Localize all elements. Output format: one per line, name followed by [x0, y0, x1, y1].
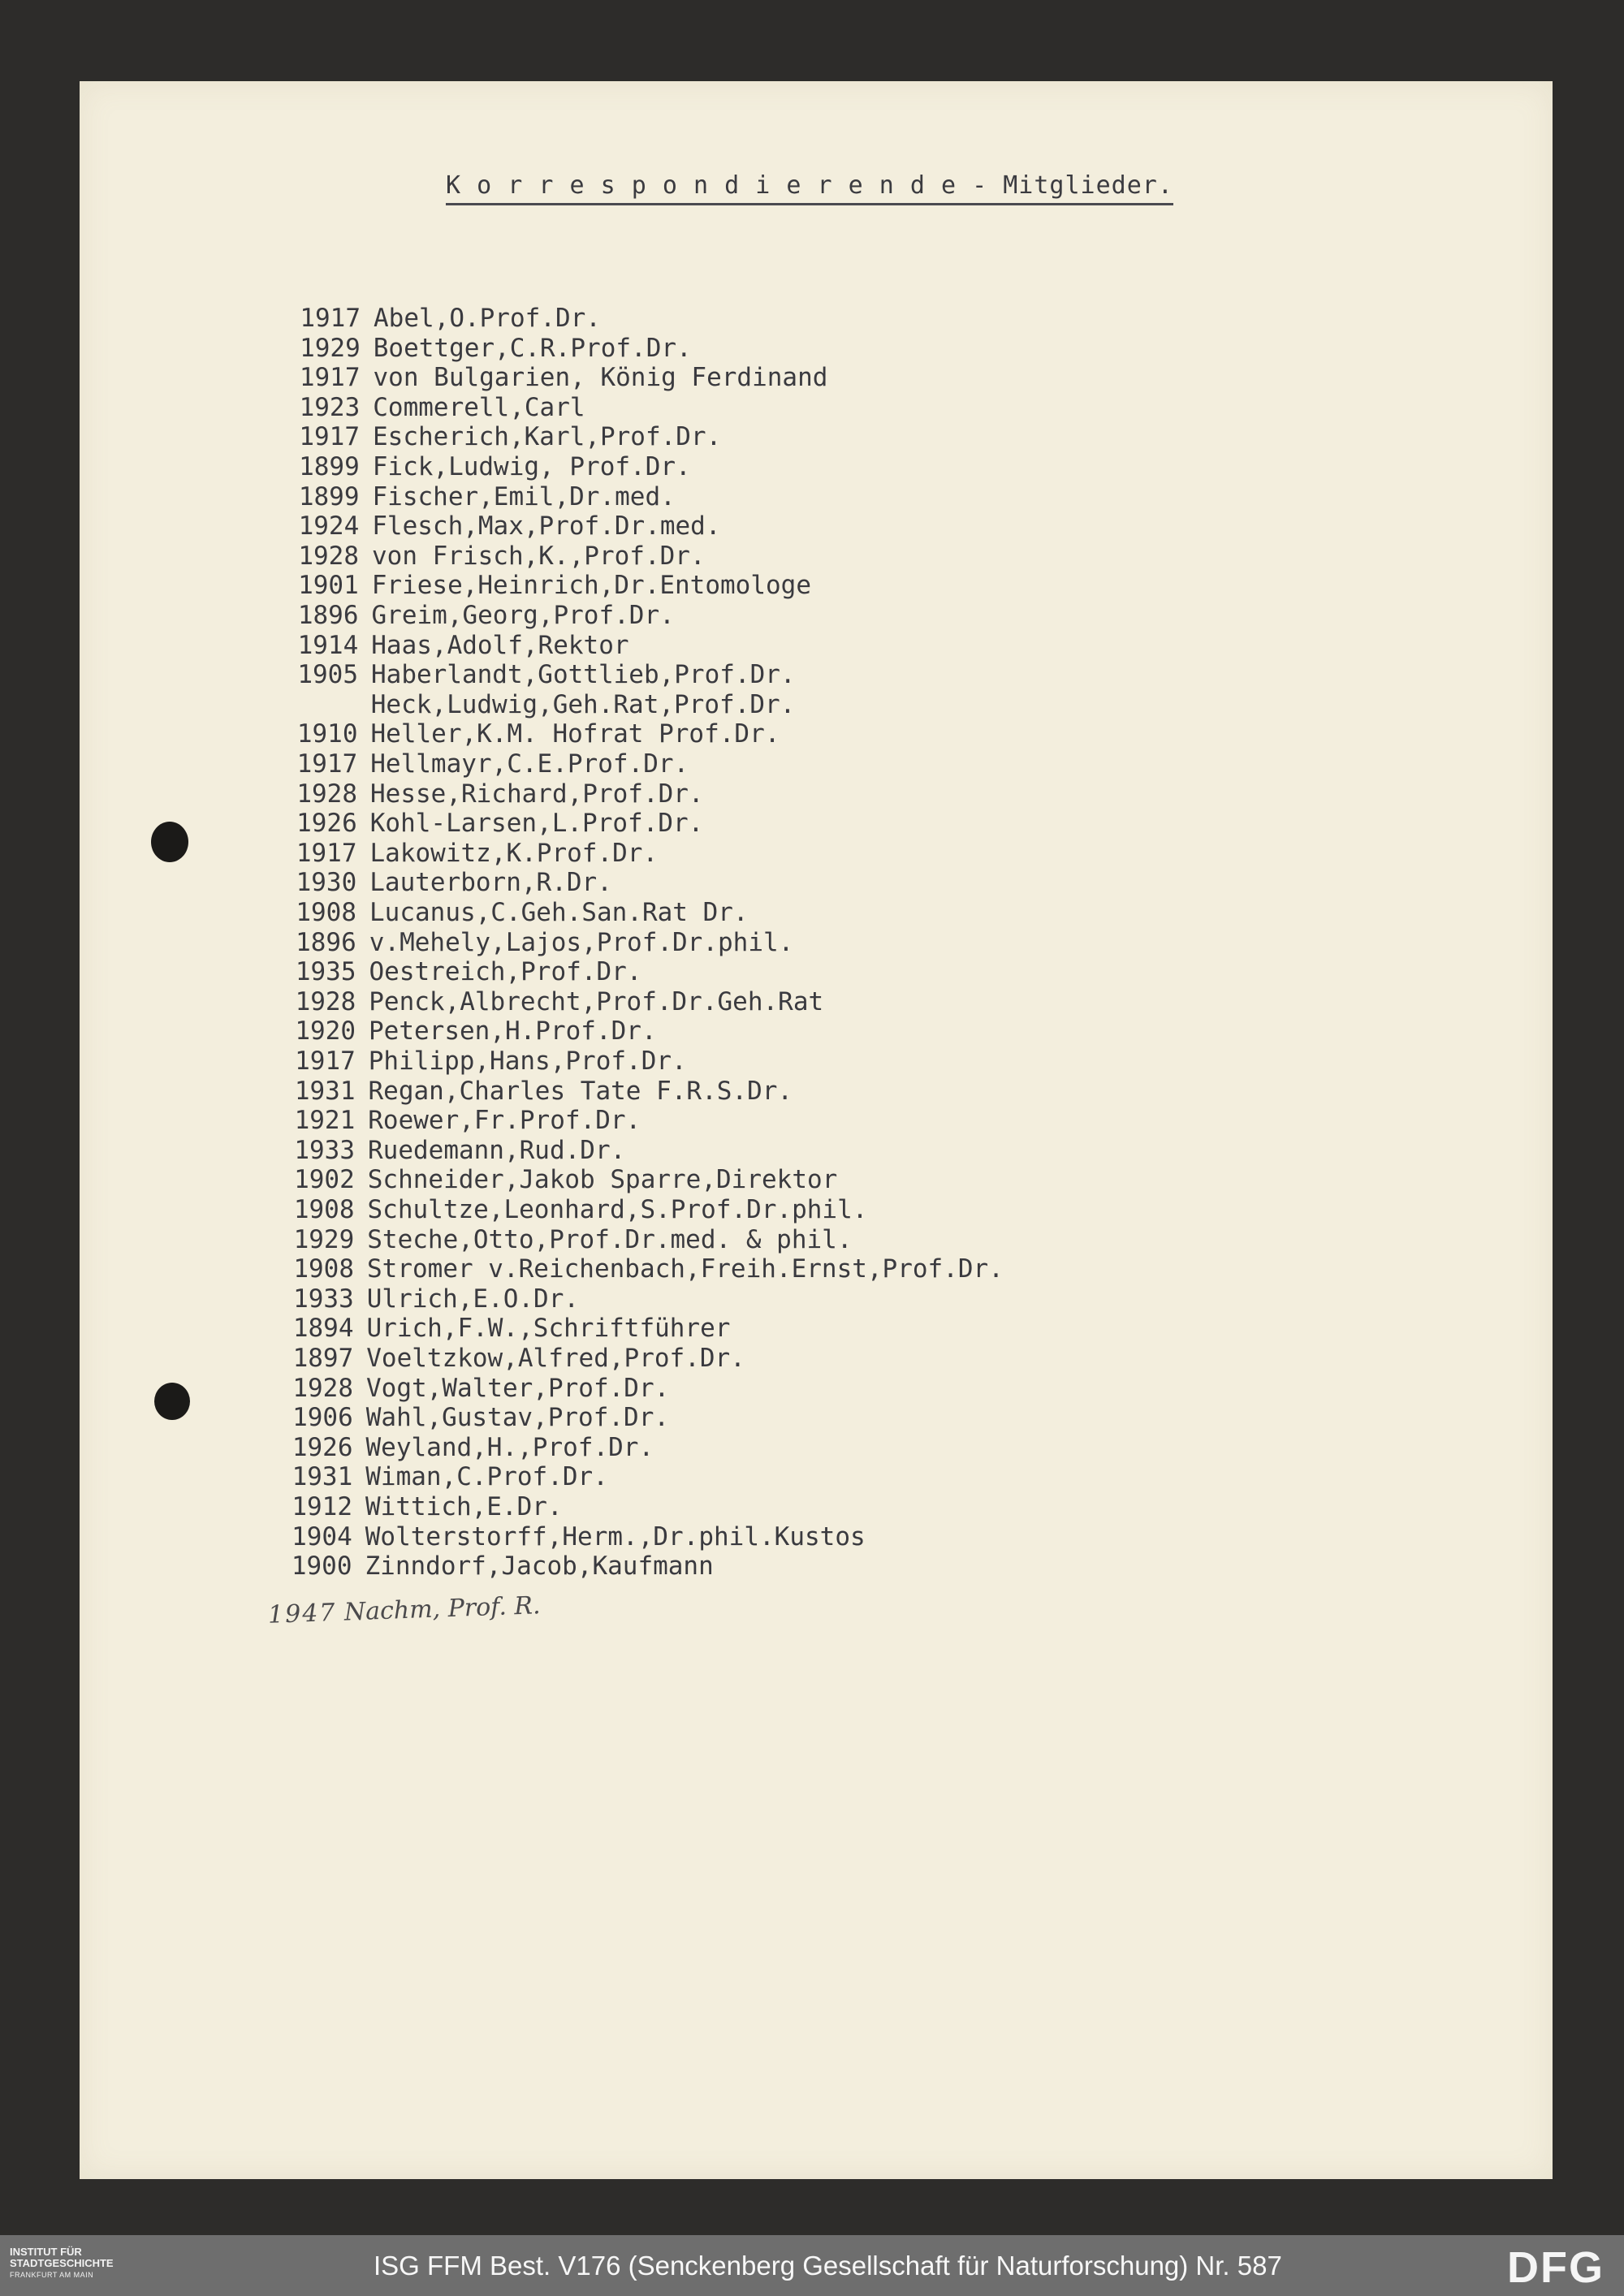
member-year: 1929	[300, 333, 361, 363]
member-name: Flesch,Max,Prof.Dr.med.	[372, 511, 721, 542]
member-year: 1920	[295, 1016, 356, 1047]
member-name: Hesse,Richard,Prof.Dr.	[370, 779, 704, 809]
archive-caption: ISG FFM Best. V176 (Senckenberg Gesellschaft für Naturforschung) Nr. 587	[374, 2251, 1282, 2281]
member-name: Greim,Georg,Prof.Dr.	[371, 601, 675, 630]
member-name: Abel,O.Prof.Dr.	[374, 304, 601, 333]
member-year: 1933	[294, 1135, 355, 1165]
member-name: Hellmayr,C.E.Prof.Dr.	[370, 749, 689, 779]
member-year: 1917	[299, 363, 361, 393]
member-name: von Frisch,K.,Prof.Dr.	[372, 541, 706, 571]
member-name: Heck,Ludwig,Geh.Rat,Prof.Dr.	[370, 689, 796, 719]
member-year: 1908	[296, 898, 356, 927]
member-name: Wolterstorff,Herm.,Dr.phil.Kustos	[365, 1521, 866, 1552]
member-year: 1914	[297, 630, 359, 660]
member-name: Lakowitz,K.Prof.Dr.	[369, 838, 659, 868]
member-year: 1904	[292, 1521, 352, 1552]
member-year: 1908	[293, 1254, 354, 1284]
member-name: Fischer,Emil,Dr.med.	[372, 481, 676, 511]
member-year: 1928	[292, 1373, 353, 1403]
member-name: von Bulgarien, König Ferdinand	[373, 363, 828, 393]
member-name: Wahl,Gustav,Prof.Dr.	[365, 1403, 670, 1433]
member-name: Boettger,C.R.Prof.Dr.	[373, 333, 692, 363]
member-year: 1905	[297, 660, 358, 690]
institute-name-line3: FRANKFURT AM MAIN	[10, 2271, 94, 2279]
member-name: Ruedemann,Rud.Dr.	[368, 1135, 626, 1165]
member-year: 1926	[296, 809, 357, 839]
punch-hole-bottom	[154, 1383, 190, 1420]
member-year: 1902	[294, 1165, 355, 1195]
member-name: Lucanus,C.Geh.San.Rat Dr.	[369, 898, 749, 927]
member-year: 1928	[295, 986, 356, 1016]
member-name: Schultze,Leonhard,S.Prof.Dr.phil.	[367, 1195, 868, 1224]
member-year: 1923	[299, 392, 361, 422]
member-year: 1928	[298, 541, 359, 571]
member-name: Haas,Adolf,Rektor	[371, 630, 629, 660]
member-year: 1894	[292, 1314, 354, 1344]
member-name: Wiman,C.Prof.Dr.	[365, 1462, 608, 1492]
member-year: 1908	[293, 1195, 355, 1224]
member-year: 1935	[295, 957, 356, 987]
member-year: 1917	[299, 422, 360, 452]
archive-footer	[0, 2235, 1624, 2296]
member-year: 1900	[291, 1552, 352, 1582]
document-paper	[80, 81, 1553, 2179]
member-name: Urich,F.W.,Schriftführer	[366, 1314, 731, 1344]
member-year: 1917	[296, 838, 357, 868]
member-year: 1899	[298, 481, 360, 511]
member-year: 1896	[296, 927, 356, 957]
member-year: 1931	[294, 1076, 356, 1106]
handwritten-year: 1947	[267, 1598, 338, 1629]
member-name: Haberlandt,Gottlieb,Prof.Dr.	[371, 660, 796, 690]
institute-name-line1: INSTITUT FÜR	[10, 2246, 82, 2258]
member-year: 1931	[292, 1462, 353, 1492]
member-year: 1896	[297, 601, 359, 630]
member-name: Petersen,H.Prof.Dr.	[369, 1016, 657, 1047]
member-name: Escherich,Karl,Prof.Dr.	[373, 422, 722, 452]
member-name: Wittich,E.Dr.	[365, 1492, 563, 1521]
member-year: 1924	[298, 511, 360, 542]
member-name: Kohl-Larsen,L.Prof.Dr.	[369, 809, 704, 839]
document-heading: K o r r e s p o n d i e r e n d e - Mitglieder.	[446, 171, 1173, 205]
member-year: 1933	[293, 1284, 354, 1314]
member-name: Lauterborn,R.Dr.	[369, 868, 612, 898]
member-name: Weyland,H.,Prof.Dr.	[365, 1432, 654, 1462]
member-name: v.Mehely,Lajos,Prof.Dr.phil.	[369, 927, 794, 957]
member-year: 1926	[292, 1432, 353, 1462]
member-name: Steche,Otto,Prof.Dr.med. & phil.	[367, 1224, 853, 1254]
member-year: 1897	[292, 1344, 354, 1373]
member-year: 1930	[296, 868, 357, 898]
member-name: Vogt,Walter,Prof.Dr.	[366, 1373, 670, 1403]
punch-hole-top	[151, 822, 188, 862]
member-name: Commerell,Carl	[373, 392, 585, 422]
member-year: 1910	[296, 719, 358, 749]
institute-name-line2: STADTGESCHICHTE	[10, 2257, 114, 2269]
member-name: Fick,Ludwig, Prof.Dr.	[372, 452, 691, 481]
member-year: 1917	[295, 1047, 356, 1076]
member-name: Zinndorf,Jacob,Kaufmann	[365, 1552, 714, 1582]
institute-logo	[10, 2246, 114, 2281]
member-year: 1929	[293, 1224, 355, 1254]
member-name: Ulrich,E.O.Dr.	[366, 1284, 580, 1314]
member-name: Stromer v.Reichenbach,Freih.Ernst,Prof.Dr.	[367, 1254, 1004, 1284]
member-year: 1917	[296, 749, 358, 779]
member-name: Roewer,Fr.Prof.Dr.	[368, 1106, 641, 1136]
member-name: Heller,K.M. Hofrat Prof.Dr.	[370, 719, 780, 749]
handwritten-text: Nachm, Prof. R.	[343, 1591, 542, 1627]
member-year: 1906	[292, 1403, 353, 1433]
member-name: Friese,Heinrich,Dr.Entomologe	[371, 571, 811, 601]
member-name: Philipp,Hans,Prof.Dr.	[368, 1047, 687, 1076]
member-name: Penck,Albrecht,Prof.Dr.Geh.Rat	[369, 986, 824, 1016]
dfg-logo: DFG	[1507, 2243, 1605, 2292]
member-name: Regan,Charles Tate F.R.S.Dr.	[368, 1076, 793, 1106]
member-year: 1901	[298, 571, 359, 601]
member-name: Oestreich,Prof.Dr.	[369, 957, 642, 987]
member-name: Voeltzkow,Alfred,Prof.Dr.	[366, 1344, 745, 1373]
member-year: 1917	[300, 304, 361, 333]
member-year: 1899	[299, 452, 360, 481]
member-year: 1928	[296, 779, 357, 809]
member-year: 1912	[292, 1492, 352, 1521]
member-name: Schneider,Jakob Sparre,Direktor	[367, 1165, 838, 1195]
member-year: 1921	[294, 1106, 356, 1136]
